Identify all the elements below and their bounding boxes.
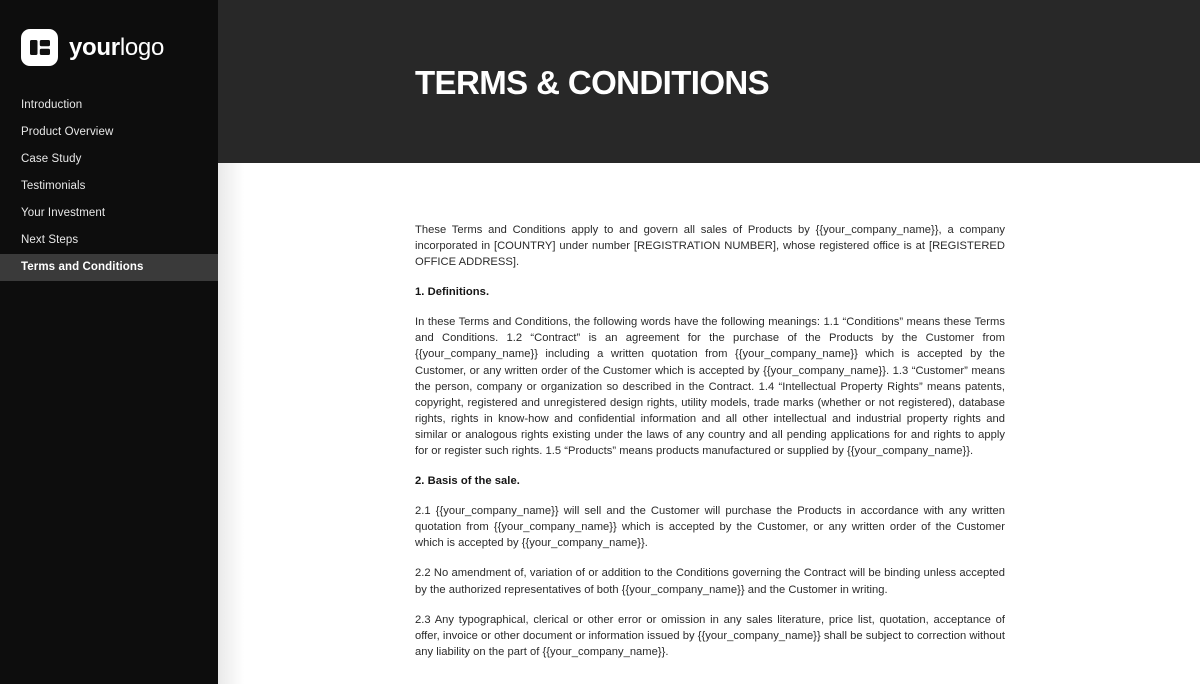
sidebar-navigation	[0, 0, 218, 684]
section-nav-list	[0, 92, 218, 281]
document-stage	[218, 0, 1200, 684]
sidebar-item-next-steps[interactable]	[0, 227, 218, 254]
page-title: TERMS & CONDITIONS	[415, 64, 770, 101]
brand-wordmark-light: logo	[119, 33, 164, 61]
document-paragraph: 2.1 {{your_company_name}} will sell and the Customer will purchase the Products in accordance with any written quotation from {{your_company_name}} which is accepted by the Customer, or any written order of the Customer which is accepted by {{your_company_name}}.	[415, 505, 1005, 550]
document-content	[415, 163, 1005, 660]
document-paragraph: These Terms and Conditions apply to and govern all sales of Products by {{your_company_name}}, a company incorporated in [COUNTRY] under number [REGISTRATION NUMBER], whose registered office is at [REGISTERED OFFICE ADDRESS].	[415, 224, 1005, 269]
sidebar-item-product-overview[interactable]	[0, 119, 218, 146]
layout-panel-icon	[21, 29, 58, 66]
sidebar-item-label: Your Investment	[21, 206, 106, 219]
sidebar-item-label: Terms and Conditions	[21, 260, 144, 273]
document-paragraph: 2.3 Any typographical, clerical or other error or omission in any sales literature, price list, quotation, acceptance of offer, invoice or other document or information issued by {{your_company_name}} shall be subject to correction without any liability on the part of {{your_company_name}}.	[415, 613, 1005, 658]
document-sheet[interactable]	[218, 163, 1200, 684]
document-header	[218, 0, 1200, 163]
sidebar-item-label: Case Study	[21, 152, 82, 165]
sidebar-item-case-study[interactable]	[0, 146, 218, 173]
sidebar-item-label: Next Steps	[21, 233, 79, 246]
document-paragraph: In these Terms and Conditions, the following words have the following meanings: 1.1 “Conditions” means these Terms and Conditions. 1.2 “Contract” is an agreement for the purchase of the Products by the Customer from {{your_company_name}} including a written quotation from {{your_company_name}} which is accepted by the Customer, or any written order of the Customer which is accepted by {{your_company_name}}. 1.3 “Customer” means the person, company or organization so described in the Contract. 1.4 “Intellectual Property Rights” means patents, copyright, registered and unregistered design rights, utility models, trade marks (whether or not registered), database rights, rights in know-how and confidential information and all other intellectual and industrial property rights and similar or analogous rights existing under the laws of any country and all pending applications for and rights to apply for or register such rights. 1.5 “Products” means products manufactured or supplied by {{your_company_name}}.	[415, 316, 1005, 458]
sidebar-item-label: Product Overview	[21, 125, 114, 138]
brand-wordmark-bold: your	[69, 33, 120, 61]
document-heading: 1. Definitions.	[415, 286, 490, 299]
sidebar-item-introduction[interactable]	[0, 92, 218, 119]
brand-wordmark	[69, 33, 164, 61]
sidebar-item-terms-and-conditions[interactable]	[0, 254, 218, 281]
document-paragraph: 2.2 No amendment of, variation of or addition to the Conditions governing the Contract will be binding unless accepted by the authorized representatives of both {{your_company_name}} and the Customer in writing.	[415, 567, 1005, 596]
document-heading: 2. Basis of the sale.	[415, 475, 520, 488]
sidebar-item-your-investment[interactable]	[0, 200, 218, 227]
sidebar-item-label: Introduction	[21, 98, 83, 111]
brand-logo[interactable]	[0, 0, 218, 70]
sidebar-item-testimonials[interactable]	[0, 173, 218, 200]
sidebar-item-label: Testimonials	[21, 179, 86, 192]
